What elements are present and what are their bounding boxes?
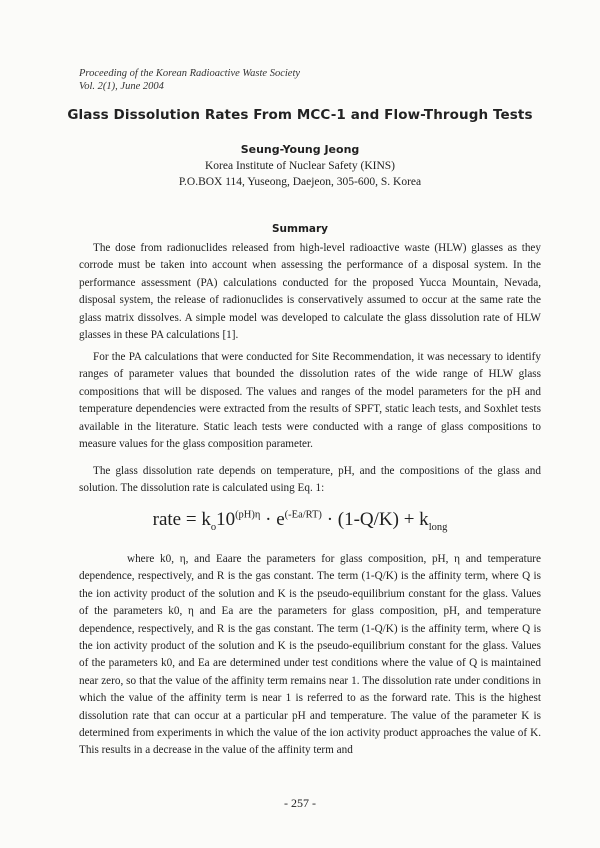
eq-lhs: rate = k — [152, 509, 211, 530]
paper-title: Glass Dissolution Rates From MCC-1 and Flow-Through Tests — [67, 107, 533, 123]
eq-long-sub: long — [428, 521, 448, 533]
affiliation — [0, 158, 600, 190]
section-heading: Summary — [271, 223, 329, 235]
paragraph-3: The glass dissolution rate depends on temperature, pH, and the compositions of the glass and solution. The dissolution rate is calculated using Eq. 1: — [79, 465, 541, 495]
author-name: Seung-Young Jeong — [240, 143, 360, 156]
equation-1 — [0, 509, 600, 533]
affiliation-line-2: P.O.BOX 114, Yuseong, Daejeon, 305-600, S. Korea — [178, 176, 422, 188]
eq-exp-sup: (-Ea/RT) — [284, 509, 322, 521]
eq-k-sub: o — [210, 521, 217, 533]
eq-ten-sup: (pH)η — [235, 509, 261, 521]
affiliation-line-1: Korea Institute of Nuclear Safety (KINS) — [204, 160, 395, 172]
paragraph-1: The dose from radionuclides released from high-level radioactive waste (HLW) glasses as they corrode must be taken into account when assessing the performance of a disposal system. In the performance assessment (PA) calculations conducted for the proposed Yucca Mountain, Nevada, disposal system, the release of radionuclides is conservatively assumed to occur at the same rate the glass matrix dissolves. A simple model was developed to calculate the glass dissolution rate of HLW glasses in these PA calculations [1]. — [79, 242, 541, 342]
paragraph-2: For the PA calculations that were conducted for Site Recommendation, it was necessary to identify ranges of parameter values that bounded the dissolution rates of the wide range of HLW glass compositions that will be disposed. The values and ranges of the model parameters for the pH and temperature dependencies were extracted from the results of SPFT, static leach tests, and Soxhlet tests available in the literature. Static leach tests were conducted with a range of glass compositions to measure values for the glass composition parameter. — [79, 351, 541, 451]
proceeding-header — [79, 67, 300, 93]
eq-affinity: · (1-Q/K) + k — [321, 509, 429, 530]
proceeding-line-1: Proceeding of the Korean Radioactive Waste Society — [79, 68, 301, 79]
eq-ten: 10 — [216, 509, 236, 530]
eq-exp: · e — [260, 509, 285, 530]
proceeding-line-2: Vol. 2(1), June 2004 — [79, 81, 164, 92]
paragraph-4: where k0, η, and Eaare the parameters for glass composition, pH, η and temperature dependence, respectively, and R is the gas constant. The term (1-Q/K) is the affinity term, where Q is the ion activity product of the solution and K is the pseudo-equilibrium constant for the glass. Values of the parameters k0, η and Ea are the parameters for glass composition, pH, and temperature dependence, respectively, and R is the gas constant. The term (1-Q/K) is the affinity term, where Q is the ion activity product of the solution and K is the pseudo-equilibrium constant for the glass. Values of the parameters k0, and Ea are determined under test conditions where the value of Q is maintained near zero, so that the value of the affinity term remains near 1. The dissolution rate under conditions in which the value of the affinity term is near 1 is referred to as the forward rate. This is the highest dissolution rate that can occur at a particular pH and temperature. The value of the parameter K is determined from experiments in which the value of the ion activity product approaches the value of K. This results in a decrease in the value of the affinity term and — [79, 553, 541, 757]
page-number: - 257 - — [284, 796, 316, 810]
